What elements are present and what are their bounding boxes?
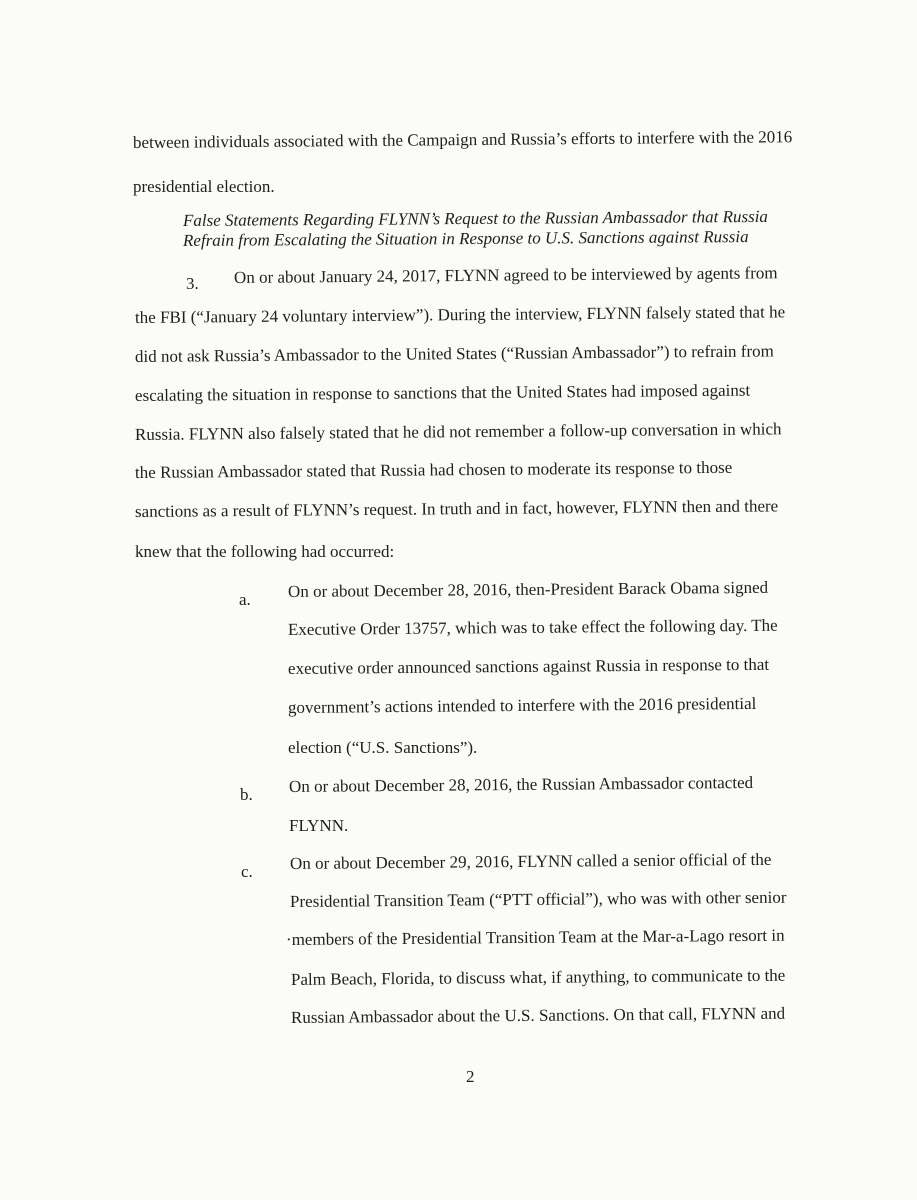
- section-heading-line-1: False Statements Regarding FLYNN’s Request to the Russian Ambassador that Russia: [182, 206, 768, 230]
- list-item-label-b: b.: [240, 785, 253, 804]
- paragraph-line: knew that the following had occurred:: [135, 542, 395, 561]
- paragraph-number: 3.: [186, 274, 199, 293]
- paragraph-line: did not ask Russia’s Ambassador to the United States (“Russian Ambassador”) to refrain from: [134, 341, 774, 366]
- intro-line-2: presidential election.: [133, 177, 275, 196]
- intro-line-1: between individuals associated with the Campaign and Russia’s efforts to interfere with the 2016: [132, 127, 793, 152]
- list-item-label-a: a.: [239, 590, 251, 609]
- list-item-line: Presidential Transition Team (“PTT official”), who was with other senior: [289, 887, 787, 911]
- list-item-line: ·members of the Presidential Transition Team at the Mar-a-Lago resort in: [285, 925, 785, 949]
- list-item-line: executive order announced sanctions against Russia in response to that: [287, 654, 770, 678]
- list-item-line: On or about December 28, 2016, the Russian Ambassador contacted: [288, 772, 754, 796]
- list-item-label-c: c.: [241, 862, 253, 881]
- paragraph-line: On or about January 24, 2017, FLYNN agreed to be interviewed by agents from: [233, 263, 778, 287]
- list-item-line: Executive Order 13757, which was to take effect the following day. The: [287, 615, 778, 639]
- paragraph-line: Russia. FLYNN also falsely stated that he did not remember a follow-up conversation in which: [134, 419, 782, 444]
- list-item-line: FLYNN.: [289, 816, 349, 835]
- list-item-line: government’s actions intended to interfere with the 2016 presidential: [287, 693, 757, 717]
- page-number: 2: [466, 1067, 475, 1086]
- paragraph-line: escalating the situation in response to sanctions that the United States had imposed against: [134, 380, 751, 405]
- list-item-line: On or about December 28, 2016, then-President Barack Obama signed: [287, 577, 769, 601]
- paragraph-line: the Russian Ambassador stated that Russia had chosen to moderate its response to those: [134, 457, 733, 482]
- list-item-line: election (“U.S. Sanctions”).: [288, 738, 478, 757]
- list-item-line: Palm Beach, Florida, to discuss what, if anything, to communicate to the: [290, 965, 786, 989]
- section-heading-line-2: Refrain from Escalating the Situation in Response to U.S. Sanctions against Russia: [182, 227, 749, 250]
- paragraph-line: the FBI (“January 24 voluntary interview”). During the interview, FLYNN falsely stated that he: [134, 302, 786, 327]
- list-item-line: On or about December 29, 2016, FLYNN called a senior official of the: [289, 849, 772, 873]
- list-item-line: Russian Ambassador about the U.S. Sanctions. On that call, FLYNN and: [290, 1003, 786, 1027]
- paragraph-line: sanctions as a result of FLYNN’s request. In truth and in fact, however, FLYNN then and there: [134, 496, 779, 521]
